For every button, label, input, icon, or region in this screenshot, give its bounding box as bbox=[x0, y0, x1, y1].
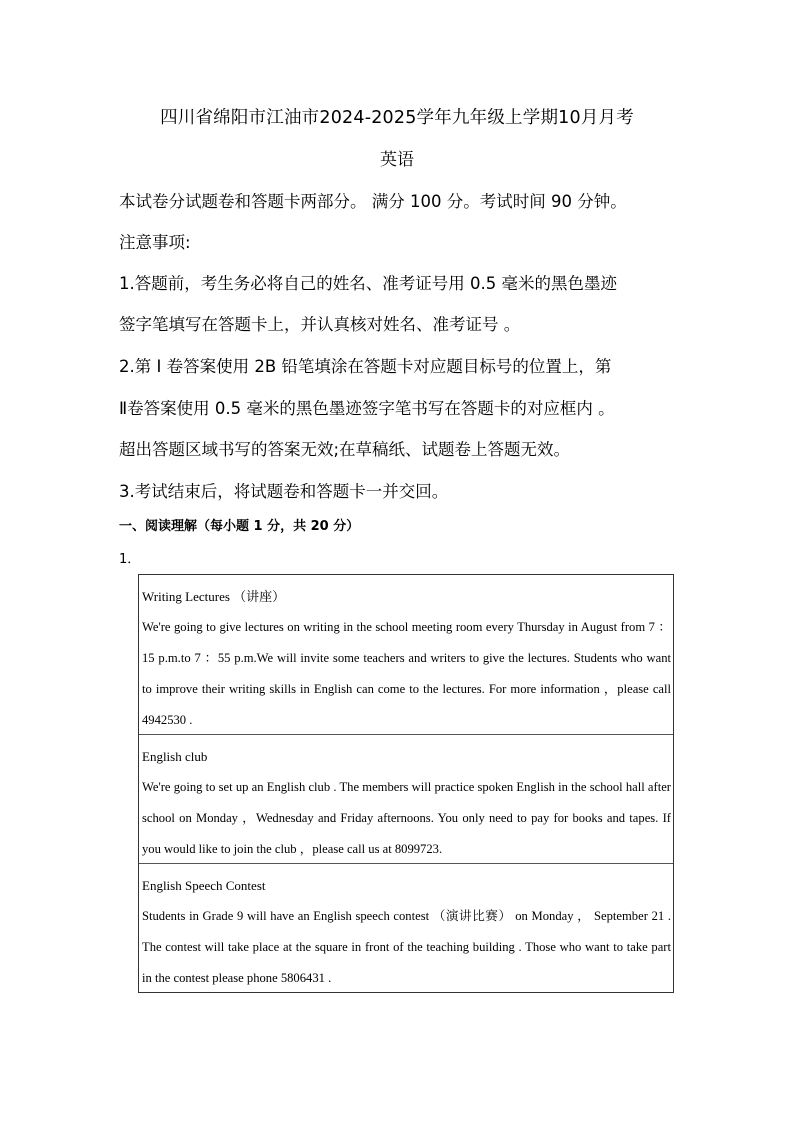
exam-subject: 英语 bbox=[380, 150, 414, 170]
instruction-line: 3.考试结束后，将试题卷和答题卡一并交回。 bbox=[119, 482, 449, 501]
instruction-line: 超出答题区域书写的答案无效;在草稿纸、试题卷上答题无效。 bbox=[119, 440, 571, 459]
instruction-line: 2.第 I 卷答案使用 2B 铅笔填涂在答题卡对应题目标号的位置上，第 bbox=[119, 357, 612, 376]
notice-table bbox=[138, 574, 674, 993]
notice-writing-lectures bbox=[139, 575, 673, 735]
instruction-line: 1.答题前，考生务必将自己的姓名、准考证号用 0.5 毫米的黑色墨迹 bbox=[119, 274, 617, 293]
instruction-line: 注意事项: bbox=[119, 233, 191, 252]
instruction-line: Ⅱ卷答案使用 0.5 毫米的黑色墨迹签字笔书写在答题卡的对应框内 。 bbox=[119, 399, 615, 418]
notice-speech-contest bbox=[139, 864, 673, 992]
instruction-line: 签字笔填写在答题卡上，并认真核对姓名、准考证号 。 bbox=[119, 315, 521, 334]
notice-body: We're going to give lectures on writing in the school meeting room every Thursday in August from 7 ：15 p.m.to 7 ：55 p.m.We will invite some teachers and writers to give the lectures. Students who want to improve their writing skills in English can come to the lectures. For more information ，please call 4942530 . bbox=[142, 620, 671, 727]
notice-heading: Writing Lectures （讲座） bbox=[142, 589, 286, 604]
notice-body: We're going to set up an English club . The members will practice spoken English in the school hall after school on Monday ，Wednesday and Friday afternoons. You only need to pay for books and tapes. If you would like to join the club ，please call us at 8099723. bbox=[142, 780, 671, 856]
notice-english-club bbox=[139, 735, 673, 864]
notice-body: Students in Grade 9 will have an English speech contest （演讲比赛） on Monday ， September 21 . The contest will take place at the square in front of the teaching building . Those who want to take part in the contest please phone 5806431 . bbox=[142, 909, 671, 985]
section-heading: 一、阅读理解（每小题 1 分，共 20 分） bbox=[119, 519, 360, 534]
instruction-line: 本试卷分试题卷和答题卡两部分。 满分 100 分。考试时间 90 分钟。 bbox=[119, 192, 627, 211]
notice-heading: English club bbox=[142, 749, 208, 764]
exam-title: 四川省绵阳市江油市2024-2025学年九年级上学期10月月考 bbox=[160, 108, 634, 128]
question-number: 1． bbox=[119, 552, 141, 567]
notice-heading: English Speech Contest bbox=[142, 878, 266, 893]
